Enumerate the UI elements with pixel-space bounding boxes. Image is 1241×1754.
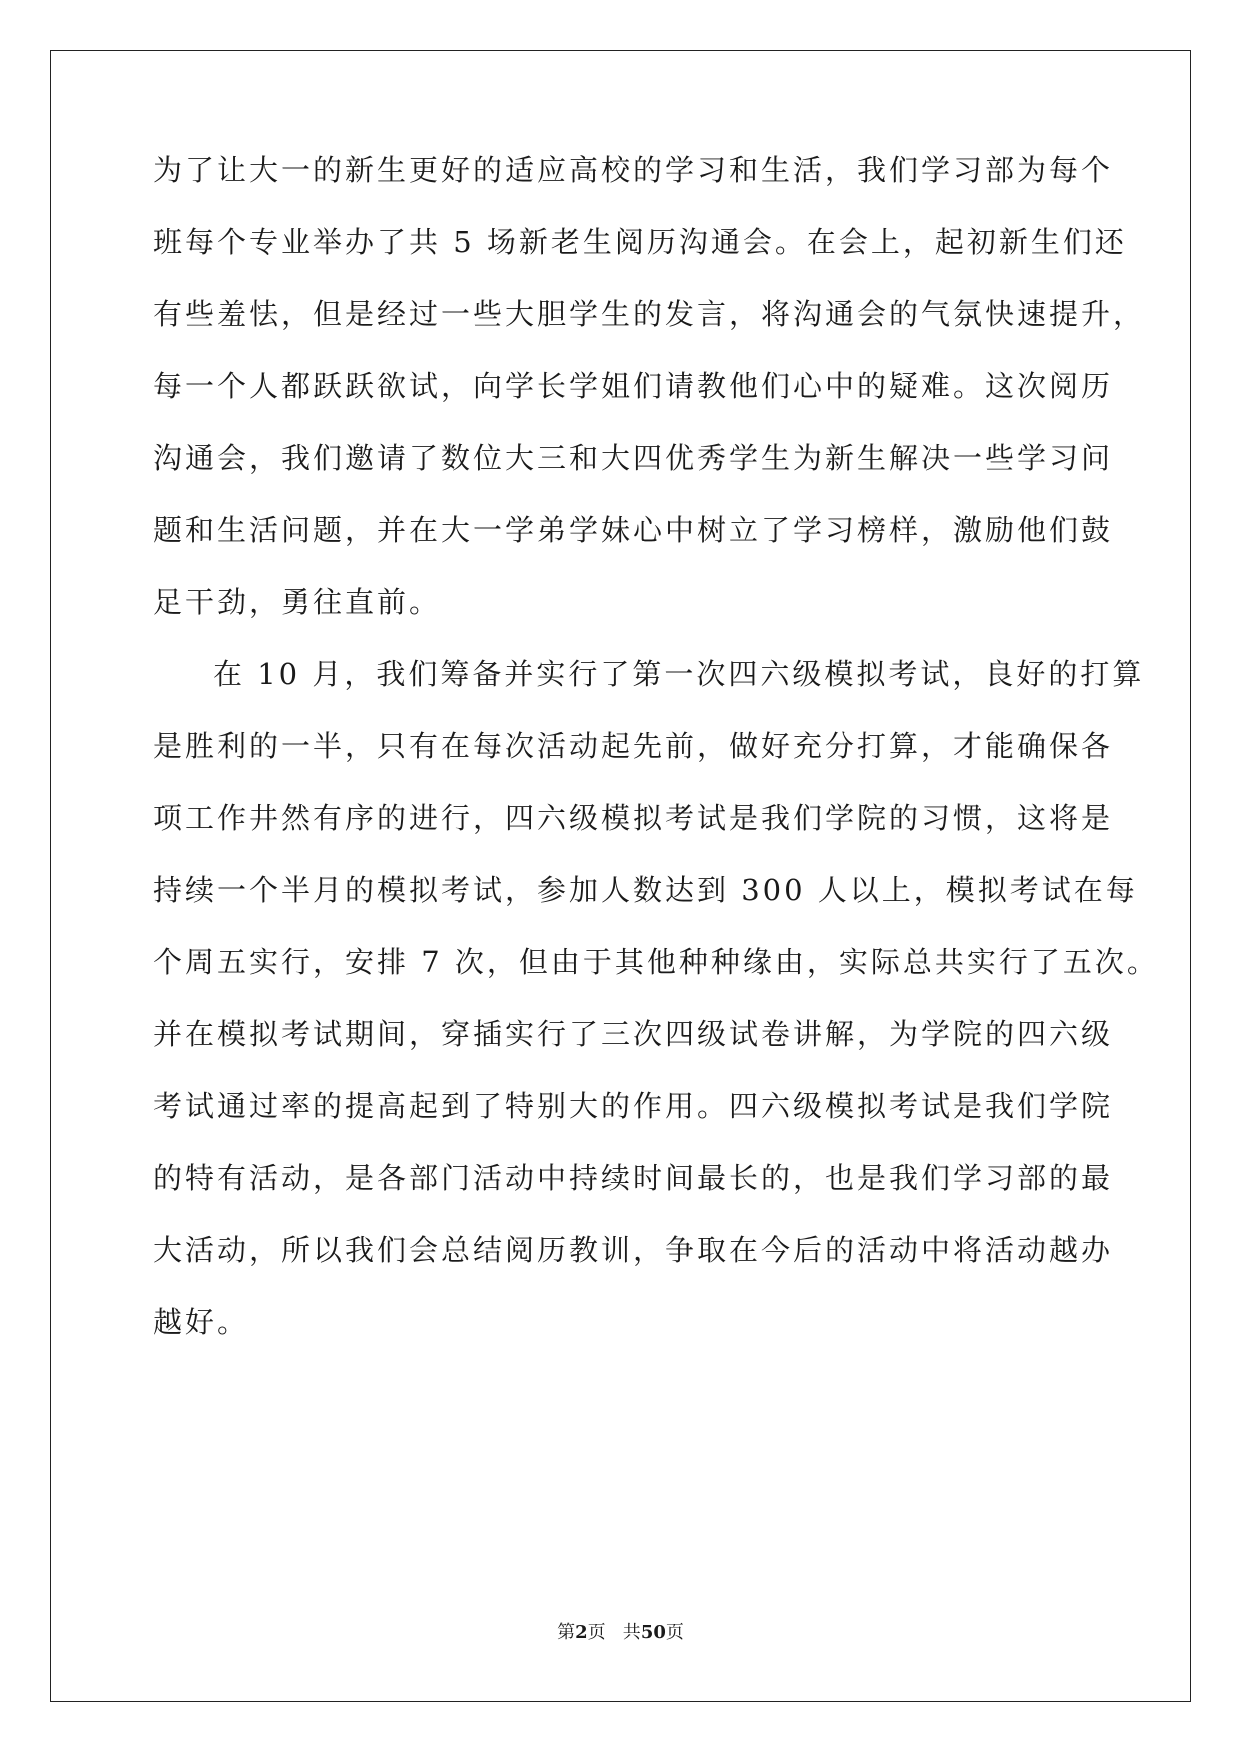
- paragraph-2-line-8: 的特有活动，是各部门活动中持续时间最长的，也是我们学习部的最: [153, 1161, 1114, 1195]
- paragraph-1-line-1: 为了让大一的新生更好的适应高校的学习和生活，我们学习部为每个: [153, 153, 1114, 187]
- total-pages-number: 50: [640, 1622, 666, 1643]
- paragraph-2-line-10: 越好。: [153, 1305, 250, 1339]
- paragraph-1-line-6: 题和生活问题，并在大一学弟学妹心中树立了学习榜样，激励他们鼓: [153, 513, 1114, 547]
- paragraph-1-line-7: 足干劲，勇往直前。: [153, 585, 442, 619]
- paragraph-1-line-5: 沟通会，我们邀请了数位大三和大四优秀学生为新生解决一些学习问: [153, 441, 1114, 475]
- paragraph-2-line-2: 是胜利的一半，只有在每次活动起先前，做好充分打算，才能确保各: [153, 729, 1114, 763]
- paragraph-2-line-4: 持续一个半月的模拟考试，参加人数达到 300 人以上，模拟考试在每: [153, 873, 1138, 907]
- footer-middle: 页 共: [587, 1622, 641, 1643]
- paragraph-2-line-6: 并在模拟考试期间，穿插实行了三次四级试卷讲解，为学院的四六级: [153, 1017, 1114, 1051]
- paragraph-2-line-9: 大活动，所以我们会总结阅历教训，争取在今后的活动中将活动越办: [153, 1233, 1114, 1267]
- paragraph-1-line-3: 有些羞怯，但是经过一些大胆学生的发言，将沟通会的气氛快速提升，: [153, 297, 1146, 331]
- footer-suffix: 页: [665, 1622, 684, 1643]
- page-footer: [0, 1621, 1241, 1645]
- paragraph-2-line-1: 在 10 月，我们筹备并实行了第一次四六级模拟考试，良好的打算: [213, 657, 1145, 691]
- paragraph-1-line-2: 班每个专业举办了共 5 场新老生阅历沟通会。在会上，起初新生们还: [153, 225, 1127, 259]
- paragraph-2-line-3: 项工作井然有序的进行，四六级模拟考试是我们学院的习惯，这将是: [153, 801, 1114, 835]
- paragraph-2-line-5: 个周五实行，安排 7 次，但由于其他种种缘由，实际总共实行了五次。: [153, 945, 1159, 979]
- current-page-number: 2: [575, 1622, 588, 1643]
- paragraph-1-line-4: 每一个人都跃跃欲试，向学长学姐们请教他们心中的疑难。这次阅历: [153, 369, 1114, 403]
- footer-prefix: 第: [557, 1622, 576, 1643]
- paragraph-2-line-7: 考试通过率的提高起到了特别大的作用。四六级模拟考试是我们学院: [153, 1089, 1114, 1123]
